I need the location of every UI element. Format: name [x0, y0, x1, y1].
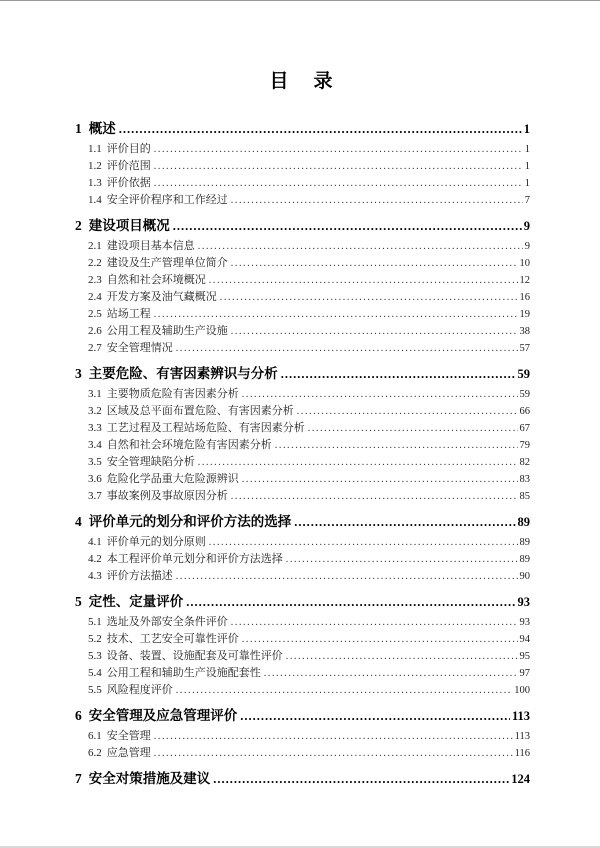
dot-leader — [240, 707, 510, 725]
item-number: 3.7 — [88, 490, 102, 502]
toc-chapter-row — [75, 513, 530, 531]
toc-chapter-row — [75, 707, 530, 725]
toc-item-row — [75, 403, 530, 420]
toc-item-row — [75, 568, 530, 585]
item-label: 设备、装置、设施配套及可靠性评价 — [106, 650, 283, 662]
item-page-number: 1 — [524, 144, 530, 155]
item-page-number: 95 — [519, 651, 530, 662]
toc-item-row — [75, 728, 530, 745]
item-page-number: 9 — [524, 241, 530, 252]
dot-leader — [154, 728, 513, 745]
toc-item-row — [75, 631, 530, 648]
item-page-number: 97 — [519, 668, 530, 679]
item-page-number: 116 — [514, 748, 530, 759]
item-page-number: 89 — [519, 554, 530, 565]
chapter-page-number: 9 — [523, 219, 530, 233]
item-number: 5.3 — [88, 650, 102, 662]
item-page-number: 113 — [514, 731, 530, 742]
toc-item-row — [75, 437, 530, 454]
item-page-number: 7 — [524, 195, 530, 206]
dot-leader — [154, 158, 523, 175]
item-number: 1.3 — [88, 177, 102, 189]
dot-leader — [119, 120, 522, 138]
toc-chapter-row — [75, 217, 530, 235]
toc-list — [75, 94, 530, 788]
item-label: 技术、工艺安全可靠性评价 — [106, 633, 239, 645]
item-number: 6.2 — [88, 747, 102, 759]
item-number: 5.5 — [88, 684, 102, 696]
dot-leader — [286, 648, 518, 665]
toc-item-row — [75, 141, 530, 158]
dot-leader — [264, 665, 518, 682]
toc-item-row — [75, 272, 530, 289]
dot-leader — [231, 488, 518, 505]
item-number: 3.5 — [88, 456, 102, 468]
toc-item-row — [75, 175, 530, 192]
item-number: 2.7 — [88, 342, 102, 354]
toc-item-row — [75, 420, 530, 437]
chapter-number: 6 — [75, 708, 82, 723]
dot-leader — [308, 420, 518, 437]
item-label: 本工程评价单元划分和评价方法选择 — [106, 553, 283, 565]
dot-leader — [198, 454, 518, 471]
chapter-label: 安全管理及应急管理评价 — [88, 708, 238, 723]
item-number: 3.3 — [88, 422, 102, 434]
item-label: 区域及总平面布置危险、有害因素分析 — [106, 405, 294, 417]
toc-item-row — [75, 745, 530, 762]
item-label: 自然和社会环境概况 — [106, 274, 206, 286]
dot-leader — [275, 437, 518, 454]
item-label: 评价目的 — [106, 143, 151, 155]
item-page-number: 12 — [519, 275, 530, 286]
item-number: 2.3 — [88, 274, 102, 286]
page-edge-top — [0, 0, 600, 1]
dot-leader — [281, 365, 516, 383]
item-page-number: 59 — [519, 389, 530, 400]
chapter-label: 评价单元的划分和评价方法的选择 — [88, 514, 292, 529]
toc-item-row — [75, 386, 530, 403]
item-label: 建设项目基本信息 — [106, 240, 195, 252]
item-number: 6.1 — [88, 730, 102, 742]
toc-item-row — [75, 551, 530, 568]
toc-item-row — [75, 255, 530, 272]
item-label: 评价方法描述 — [106, 570, 173, 582]
item-page-number: 1 — [524, 178, 530, 189]
toc-chapter-row — [75, 593, 530, 611]
item-number: 4.1 — [88, 536, 102, 548]
chapter-label: 定性、定量评价 — [88, 594, 184, 609]
dot-leader — [242, 471, 518, 488]
dot-leader — [231, 614, 518, 631]
dot-leader — [297, 403, 518, 420]
dot-leader — [231, 255, 518, 272]
item-label: 公用工程及辅助生产设施 — [106, 325, 228, 337]
chapter-number: 2 — [75, 218, 82, 233]
item-label: 建设及生产管理单位简介 — [106, 257, 228, 269]
item-page-number: 90 — [519, 571, 530, 582]
item-number: 5.2 — [88, 633, 102, 645]
toc-item-row — [75, 340, 530, 357]
item-label: 自然和社会环境危险有害因素分析 — [106, 439, 272, 451]
dot-leader — [231, 323, 518, 340]
page-title: 目 录 — [269, 71, 336, 92]
toc-chapter-row — [75, 770, 530, 788]
dot-leader — [176, 568, 518, 585]
toc-item-row — [75, 614, 530, 631]
item-label: 工艺过程及工程站场危险、有害因素分析 — [106, 422, 305, 434]
chapter-page-number: 113 — [511, 709, 530, 723]
item-label: 安全评价程序和工作经过 — [106, 194, 228, 206]
dot-leader — [209, 272, 518, 289]
item-page-number: 67 — [519, 423, 530, 434]
item-page-number: 85 — [519, 491, 530, 502]
dot-leader — [294, 513, 515, 531]
item-number: 2.2 — [88, 257, 102, 269]
toc-item-row — [75, 323, 530, 340]
item-number: 4.2 — [88, 553, 102, 565]
item-number: 2.5 — [88, 308, 102, 320]
item-page-number: 93 — [519, 617, 530, 628]
item-page-number: 82 — [519, 457, 530, 468]
item-number: 1.2 — [88, 160, 102, 172]
chapter-page-number: 59 — [517, 367, 530, 381]
item-label: 主要物质危险有害因素分析 — [106, 388, 239, 400]
dot-leader — [154, 175, 523, 192]
item-label: 开发方案及油气藏概况 — [106, 291, 217, 303]
item-page-number: 83 — [519, 474, 530, 485]
item-label: 事故案例及事故原因分析 — [106, 490, 228, 502]
item-number: 5.1 — [88, 616, 102, 628]
chapter-label: 安全对策措施及建议 — [88, 771, 211, 786]
dot-leader — [213, 770, 509, 788]
item-label: 安全管理缺陷分析 — [106, 456, 195, 468]
item-label: 应急管理 — [106, 747, 151, 759]
chapter-label: 概述 — [88, 121, 116, 136]
item-label: 安全管理 — [106, 730, 151, 742]
dot-leader — [231, 192, 523, 209]
item-page-number: 79 — [519, 440, 530, 451]
dot-leader — [154, 745, 513, 762]
item-label: 评价依据 — [106, 177, 151, 189]
toc-item-row — [75, 471, 530, 488]
toc-item-row — [75, 682, 530, 699]
dot-leader — [242, 631, 518, 648]
dot-leader — [173, 217, 522, 235]
item-number: 2.4 — [88, 291, 102, 303]
item-label: 安全管理情况 — [106, 342, 173, 354]
dot-leader — [186, 593, 515, 611]
dot-leader — [154, 141, 523, 158]
item-label: 站场工程 — [106, 308, 151, 320]
item-number: 4.3 — [88, 570, 102, 582]
item-number: 2.6 — [88, 325, 102, 337]
item-page-number: 89 — [519, 537, 530, 548]
item-label: 评价范围 — [106, 160, 151, 172]
item-page-number: 1 — [524, 161, 530, 172]
chapter-number: 4 — [75, 514, 82, 529]
toc-item-row — [75, 158, 530, 175]
dot-leader — [286, 551, 518, 568]
item-number: 2.1 — [88, 240, 102, 252]
toc-chapter-row — [75, 365, 530, 383]
item-number: 3.2 — [88, 405, 102, 417]
chapter-number: 7 — [75, 771, 82, 786]
item-page-number: 66 — [519, 406, 530, 417]
toc-chapter-row — [75, 120, 530, 138]
item-number: 3.4 — [88, 439, 102, 451]
item-label: 公用工程和辅助生产设施配套性 — [106, 667, 261, 679]
dot-leader — [198, 238, 523, 255]
dot-leader — [220, 289, 518, 306]
item-page-number: 94 — [519, 634, 530, 645]
chapter-number: 3 — [75, 366, 82, 381]
item-page-number: 16 — [519, 292, 530, 303]
item-label: 选址及外部安全条件评价 — [106, 616, 228, 628]
chapter-page-number: 124 — [511, 772, 530, 786]
item-label: 评价单元的划分原则 — [106, 536, 206, 548]
toc-item-row — [75, 534, 530, 551]
toc-item-row — [75, 238, 530, 255]
toc-item-row — [75, 488, 530, 505]
toc-item-row — [75, 306, 530, 323]
dot-leader — [176, 682, 513, 699]
chapter-label: 主要危险、有害因素辨识与分析 — [88, 366, 278, 381]
item-number: 5.4 — [88, 667, 102, 679]
toc-item-row — [75, 454, 530, 471]
dot-leader — [242, 386, 518, 403]
item-number: 1.4 — [88, 194, 102, 206]
chapter-label: 建设项目概况 — [88, 218, 170, 233]
chapter-page-number: 1 — [523, 122, 530, 136]
item-number: 3.6 — [88, 473, 102, 485]
item-label: 危险化学品重大危险源辨识 — [106, 473, 239, 485]
item-page-number: 100 — [514, 685, 530, 696]
chapter-number: 5 — [75, 594, 82, 609]
item-page-number: 19 — [519, 309, 530, 320]
item-number: 3.1 — [88, 388, 102, 400]
item-number: 1.1 — [88, 143, 102, 155]
chapter-number: 1 — [75, 121, 82, 136]
toc-item-row — [75, 648, 530, 665]
chapter-page-number: 93 — [517, 595, 530, 609]
toc-item-row — [75, 289, 530, 306]
item-label: 风险程度评价 — [106, 684, 173, 696]
dot-leader — [209, 534, 518, 551]
item-page-number: 57 — [519, 343, 530, 354]
dot-leader — [154, 306, 518, 323]
chapter-page-number: 89 — [517, 515, 530, 529]
toc-item-row — [75, 192, 530, 209]
dot-leader — [176, 340, 518, 357]
toc-item-row — [75, 665, 530, 682]
item-page-number: 38 — [519, 326, 530, 337]
item-page-number: 10 — [519, 258, 530, 269]
